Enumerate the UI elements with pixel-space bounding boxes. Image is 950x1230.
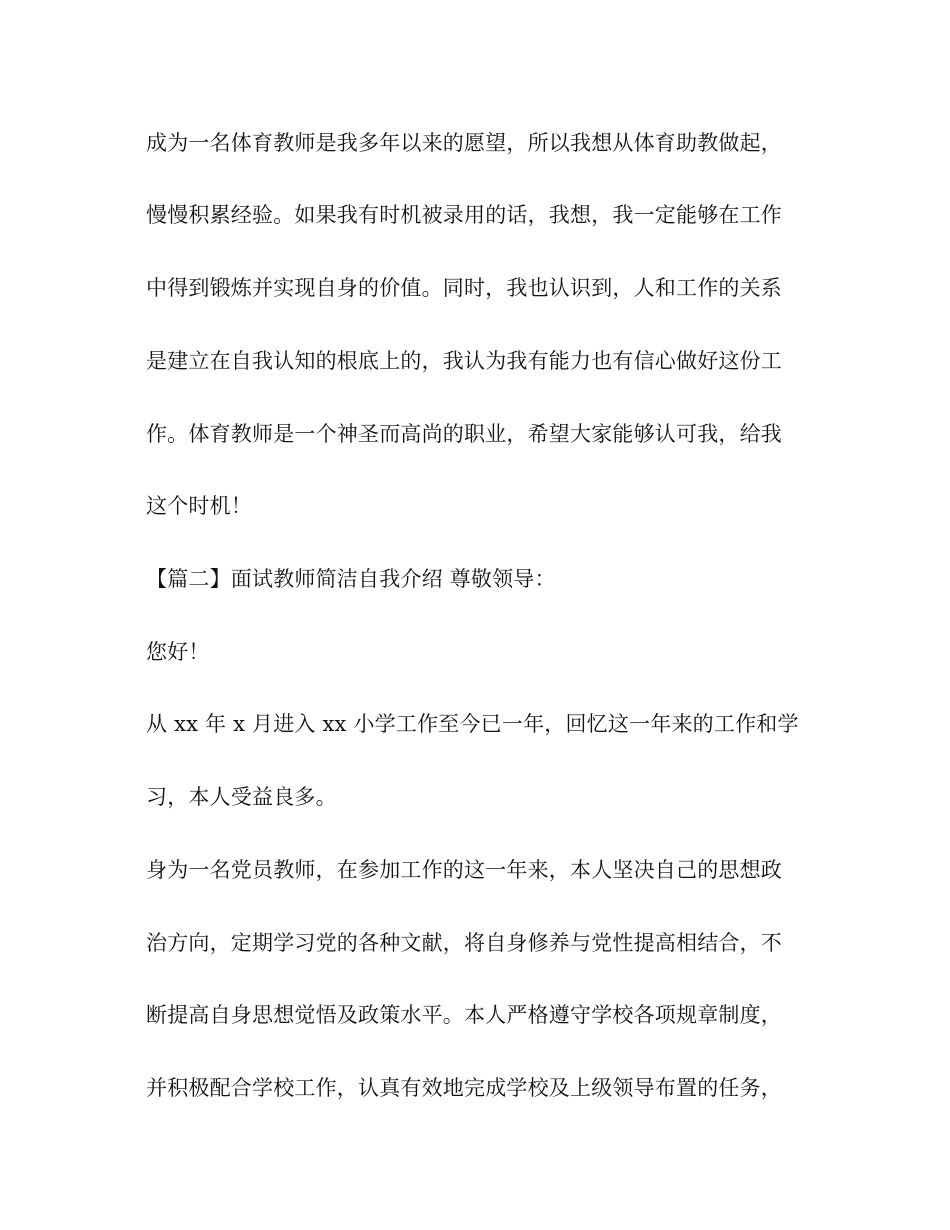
text-line: 身为一名党员教师，在参加工作的这一年来，本人坚决自己的思想政 (146, 858, 782, 882)
text-line: 慢慢积累经验。如果我有时机被录用的话，我想，我一定能够在工作 (146, 203, 782, 227)
text-line: 成为一名体育教师是我多年以来的愿望，所以我想从体育助教做起， (146, 131, 782, 155)
greeting: 您好！ (146, 640, 210, 664)
text-line: 断提高自身思想觉悟及政策水平。本人严格遵守学校各项规章制度， (146, 1003, 782, 1027)
text-line: 并积极配合学校工作，认真有效地完成学校及上级领导布置的任务， (146, 1076, 782, 1100)
text-line: 治方向，定期学习党的各种文献，将自身修养与党性提高相结合，不 (146, 931, 782, 955)
text-line: 从 xx 年 x 月进入 xx 小学工作至今已一年，回忆这一年来的工作和学 (146, 712, 799, 736)
text-line: 是建立在自我认知的根底上的，我认为我有能力也有信心做好这份工 (146, 349, 782, 373)
section-heading: 【篇二】面试教师简洁自我介绍 尊敬领导： (146, 567, 556, 591)
text-line: 这个时机！ (146, 494, 252, 518)
text-line: 中得到锻炼并实现自身的价值。同时，我也认识到，人和工作的关系 (146, 276, 782, 300)
text-line: 作。体育教师是一个神圣而高尚的职业，希望大家能够认可我，给我 (146, 422, 782, 446)
text-line: 习，本人受益良多。 (146, 785, 337, 809)
